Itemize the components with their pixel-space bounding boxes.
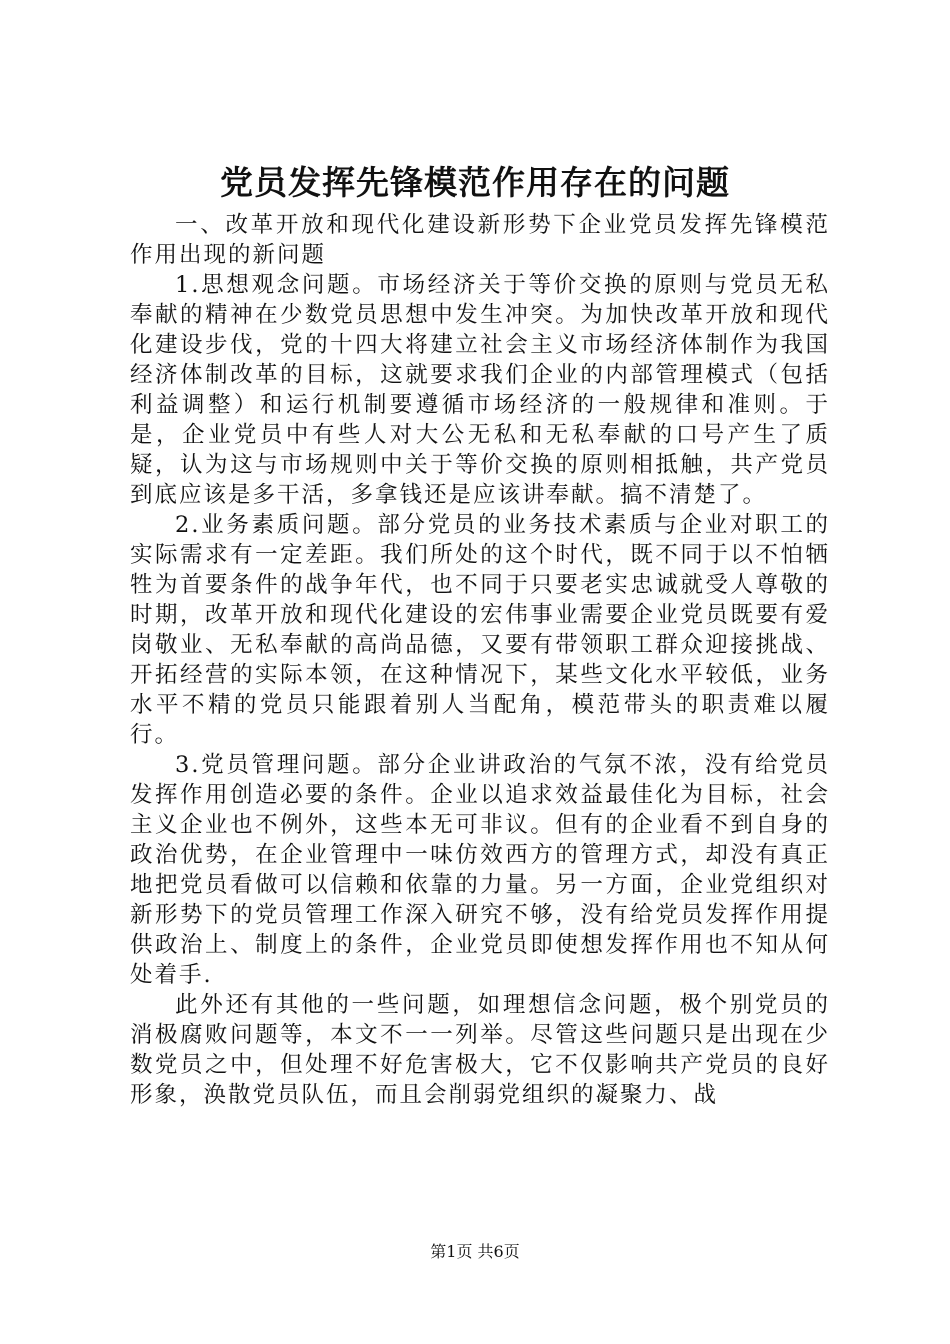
page-number-footer: 第1页 共6页: [430, 1242, 520, 1261]
section-heading: 一、改革开放和现代化建设新形势下企业党员发挥先锋模范作用出现的新问题: [130, 212, 830, 268]
paragraph-member-management: 3.党员管理问题。部分企业讲政治的气氛不浓，没有给党员发挥作用创造必要的条件。企业以追求效益最佳化为目标，社会主义企业也不例外，这些本无可非议。但有的企业看不到自身的政治优势，在企业管理中一味仿效西方的管理方式，却没有真正地把党员看做可以信赖和依靠的力量。另一方面，企业党组织对新形势下的党员管理工作深入研究不够，没有给党员发挥作用提供政治上、制度上的条件，企业党员即使想发挥作用也不知从何处着手.: [130, 752, 830, 988]
paragraph-other-issues: 此外还有其他的一些问题，如理想信念问题，极个别党员的消极腐败问题等，本文不一一列举。尽管这些问题只是出现在少数党员之中，但处理不好危害极大，它不仅影响共产党员的良好形象，涣散党员队伍，而且会削弱党组织的凝聚力、战: [130, 992, 830, 1108]
document-body: [130, 210, 830, 1110]
paragraph-ideology: 1.思想观念问题。市场经济关于等价交换的原则与党员无私奉献的精神在少数党员思想中发生冲突。为加快改革开放和现代化建设步伐，党的十四大将建立社会主义市场经济体制作为我国经济体制改革的目标，这就要求我们企业的内部管理模式（包括利益调整）和运行机制要遵循市场经济的一般规律和准则。于是，企业党员中有些人对大公无私和无私奉献的口号产生了质疑，认为这与市场规则中关于等价交换的原则相抵触，共产党员到底应该是多干活，多拿钱还是应该讲奉献。搞不清楚了。: [130, 272, 830, 508]
document-title: 党员发挥先锋模范作用存在的问题: [220, 163, 730, 202]
paragraph-business-quality: 2.业务素质问题。部分党员的业务技术素质与企业对职工的实际需求有一定差距。我们所处的这个时代，既不同于以不怕牺牲为首要条件的战争年代，也不同于只要老实忠诚就受人尊敬的时期，改革开放和现代化建设的宏伟事业需要企业党员既要有爱岗敬业、无私奉献的高尚品德，又要有带领职工群众迎接挑战、开拓经营的实际本领，在这种情况下，某些文化水平较低，业务水平不精的党员只能跟着别人当配角，模范带头的职责难以履行。: [130, 512, 830, 748]
